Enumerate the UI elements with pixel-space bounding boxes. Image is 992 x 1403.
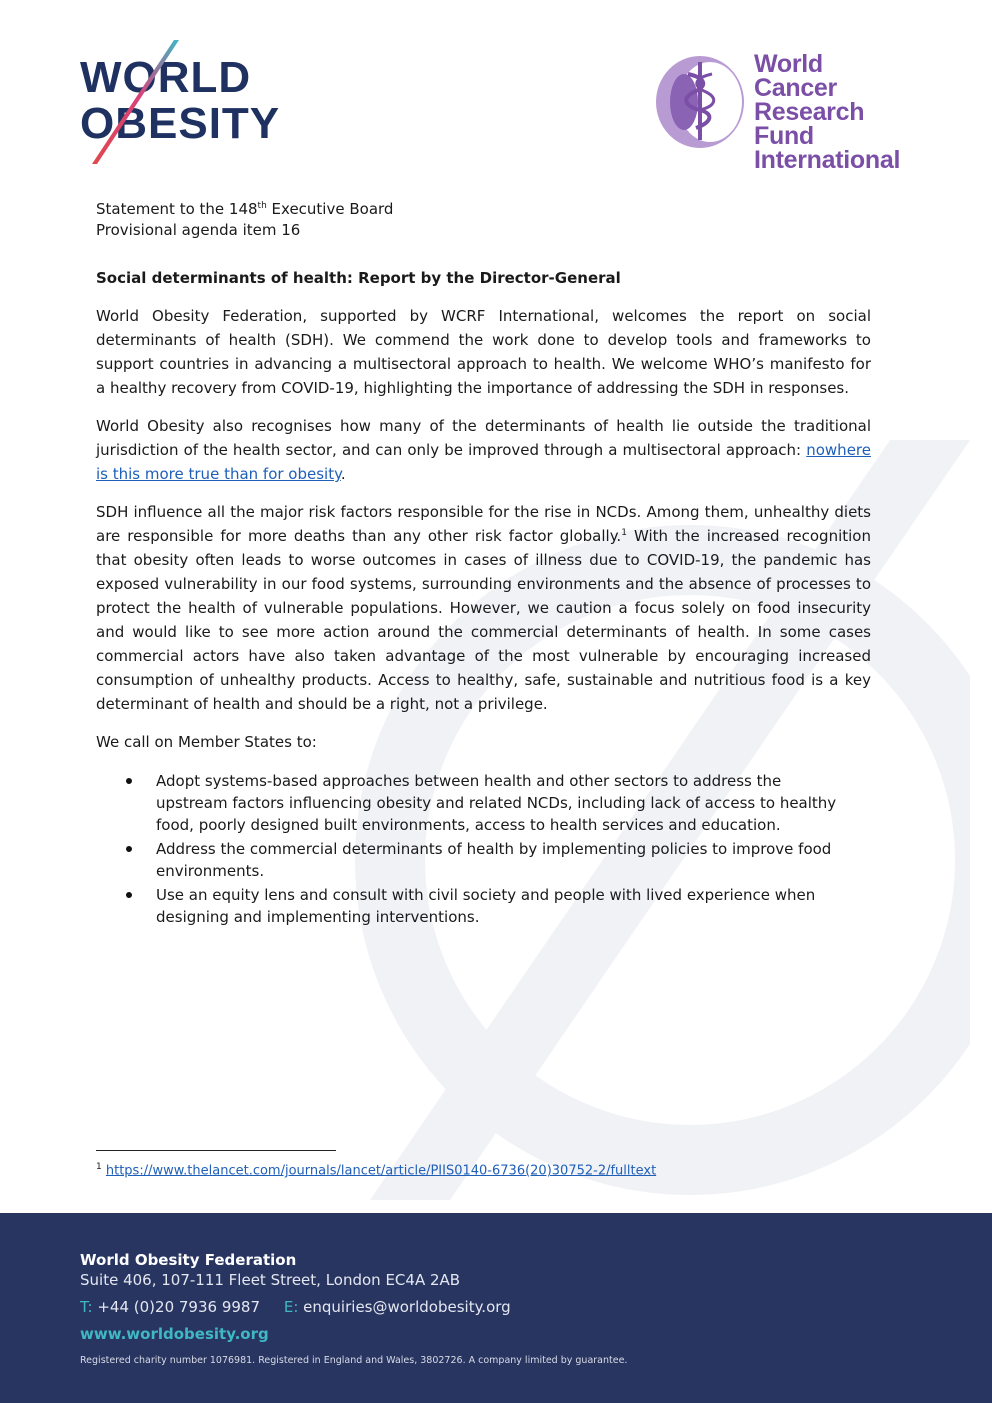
wcrf-international-logo <box>654 50 964 174</box>
agenda-item-line: Provisional agenda item 16 <box>96 221 301 239</box>
paragraph-3: SDH influence all the major risk factors responsible for the rise in NCDs. Among them, unhealthy diets are responsible for more deaths than any other risk factor globally.$^1$ With the increased recognition that obesity often leads to worse outcomes in cases of illness due to COVID-19, the pandemic has exposed vulnerability in our food systems, surrounding environments and the absence of processes to protect the health of vulnerable populations. However, we caution a focus solely on food insecurity and would like to see more action around the commercial determinants of health. In some cases commercial actors have also taken advantage of the most vulnerable by encouraging increased consumption of unhealthy products. Access to healthy, safe, sustainable and nutritious food is a key determinant of health and should be a right, not a privilege. <box>96 503 871 713</box>
list-item: Adopt systems-based approaches between health and other sectors to address the upstream factors influencing obesity and related NCDs, including lack of access to healthy food, poorly designed built environments, access to health services and education. <box>126 770 856 836</box>
footer-website[interactable]: www.worldobesity.org <box>80 1325 269 1343</box>
wcrf-word-4: Fund International <box>754 122 901 174</box>
obesity-link[interactable]: nowhere is this more true than for obesity <box>96 441 871 483</box>
bullet-icon <box>126 846 132 852</box>
footnote-number: 1 <box>96 1162 102 1172</box>
list-item: Use an equity lens and consult with civil society and people with lived experience when designing and implementing interventions. <box>126 884 856 928</box>
footer-phone: +44 (0)20 7936 9987 <box>97 1298 261 1316</box>
bullet-icon <box>126 778 132 784</box>
footnote <box>96 1162 656 1178</box>
wcrf-word-3: Research <box>754 98 865 126</box>
footer-legal-text: Registered charity number 1076981. Registered in England and Wales, 3802726. A company limited by guarantee. <box>80 1355 628 1366</box>
statement-line: Statement to the 148th Executive Board <box>96 200 394 218</box>
wcrf-word-1: World <box>754 50 823 78</box>
logo-word-obesity: OBESITY <box>80 99 281 148</box>
caduceus-icon <box>654 52 750 152</box>
bullet-icon <box>126 892 132 898</box>
wcrf-word-2: Cancer <box>754 74 837 102</box>
footnote-link[interactable]: https://www.thelancet.com/journals/lancet/article/PIIS0140-6736(20)30752-2/fulltext <box>105 1163 657 1179</box>
footer-address: Suite 406, 107-111 Fleet Street, London EC4A 2AB <box>80 1271 461 1289</box>
footnote-divider <box>96 1150 336 1151</box>
paragraph-4: We call on Member States to: <box>96 733 317 751</box>
page-footer <box>0 1213 992 1403</box>
logo-slash-icon <box>78 38 318 168</box>
footer-email[interactable]: enquiries@worldobesity.org <box>303 1298 511 1316</box>
document-title: Social determinants of health: Report by the Director-General <box>96 269 621 287</box>
world-obesity-logo <box>78 38 318 168</box>
list-item: Address the commercial determinants of health by implementing policies to improve food environments. <box>126 838 856 882</box>
logo-word-world: WORLD <box>80 53 252 102</box>
paragraph-2: World Obesity also recognises how many of the determinants of health lie outside the traditional jurisdiction of the health sector, and can only be improved through a multisectoral approach: nowhere is this more true than for obesity. <box>96 417 871 483</box>
recommendations-list <box>126 770 856 930</box>
footer-contact: T: +44 (0)20 7936 9987 E: enquiries@worldobesity.org <box>80 1298 511 1316</box>
paragraph-1: World Obesity Federation, supported by WCRF International, welcomes the report on social determinants of health (SDH). We commend the work done to develop tools and frameworks to support countries in advancing a multisectoral approach to health. We welcome WHO’s manifesto for a healthy recovery from COVID-19, highlighting the importance of addressing the SDH in responses. <box>96 307 871 397</box>
footnote-ref: 1 <box>621 528 627 538</box>
footer-org-name: World Obesity Federation <box>80 1251 297 1269</box>
